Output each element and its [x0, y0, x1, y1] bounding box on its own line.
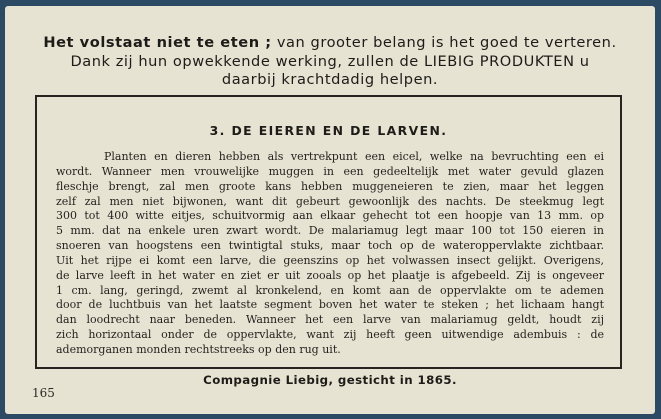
body-line: door de luchtbuis van het laatste segment boven het water te steken ; het lichaam hangt	[56, 298, 604, 312]
body-line: fleschje brengt, zal men groote kans hebben muggeneieren te zien, maar het leggen	[56, 179, 604, 193]
body-line: zich horizontaal onder de oppervlakte, want zij heeft geen uitwendige adembuis : de	[56, 328, 604, 342]
body-line: zelf zal men niet bijwonen, want dit gebeurt gewoonlijk des nachts. De steekmug legt	[56, 194, 604, 208]
body-line: dan loodrecht naar beneden. Wanneer het een larve van malariamug geldt, houdt zij	[56, 313, 604, 327]
text-box	[35, 95, 622, 369]
footer-text: Compagnie Liebig, gesticht in 1865.	[203, 373, 457, 387]
header-bold-phrase: Het volstaat niet te eten ;	[43, 34, 272, 51]
box-title: 3. DE EIEREN EN DE LARVEN.	[209, 123, 448, 138]
header-line-3: daarbij krachtdadig helpen.	[221, 71, 439, 88]
body-line: 300 tot 400 witte eitjes, schuitvormig aan elkaar gehecht tot een hoopje van 13 mm. op	[56, 209, 604, 223]
body-line: Planten en dieren hebben als vertrekpunt een eicel, welke na bevruchting een ei	[104, 150, 604, 163]
page-number: 165	[32, 386, 55, 400]
body-line: ademorganen monden rechtstreeks op den rug uit.	[56, 342, 341, 356]
body-line: Uit het rijpe ei komt een larve, die geenszins op het volwassen insect gelijkt. Overigens,	[56, 253, 604, 267]
header-text	[5, 34, 655, 90]
body-line: wordt. Wanneer men vrouwelijke muggen in een gedeeltelijk met water gevuld glazen	[56, 164, 604, 178]
header-line-2: Dank zij hun opwekkende werking, zullen de LIEBIG PRODUKTEN u	[70, 52, 590, 70]
body-paragraph	[56, 150, 604, 358]
header-line-1-rest: van grooter belang is het goed te verteren.	[271, 34, 617, 51]
body-line: de larve leeft in het water en ziet er uit zooals op het plaatje is afgebeeld. Zij is ongeveer	[56, 268, 604, 282]
body-line: snoeren van hoogstens een twintigtal stuks, maar toch op de wateroppervlakte zichtbaar.	[56, 239, 604, 253]
body-line: 1 cm. lang, geringd, zwemt al kronkelend, en komt aan de oppervlakte om te ademen	[56, 283, 604, 297]
header-line-1	[5, 34, 655, 53]
recipe-card	[5, 6, 655, 414]
body-line: 5 mm. dat na enkele uren zwart wordt. De malariamug legt maar 100 tot 150 eieren in	[56, 224, 604, 238]
